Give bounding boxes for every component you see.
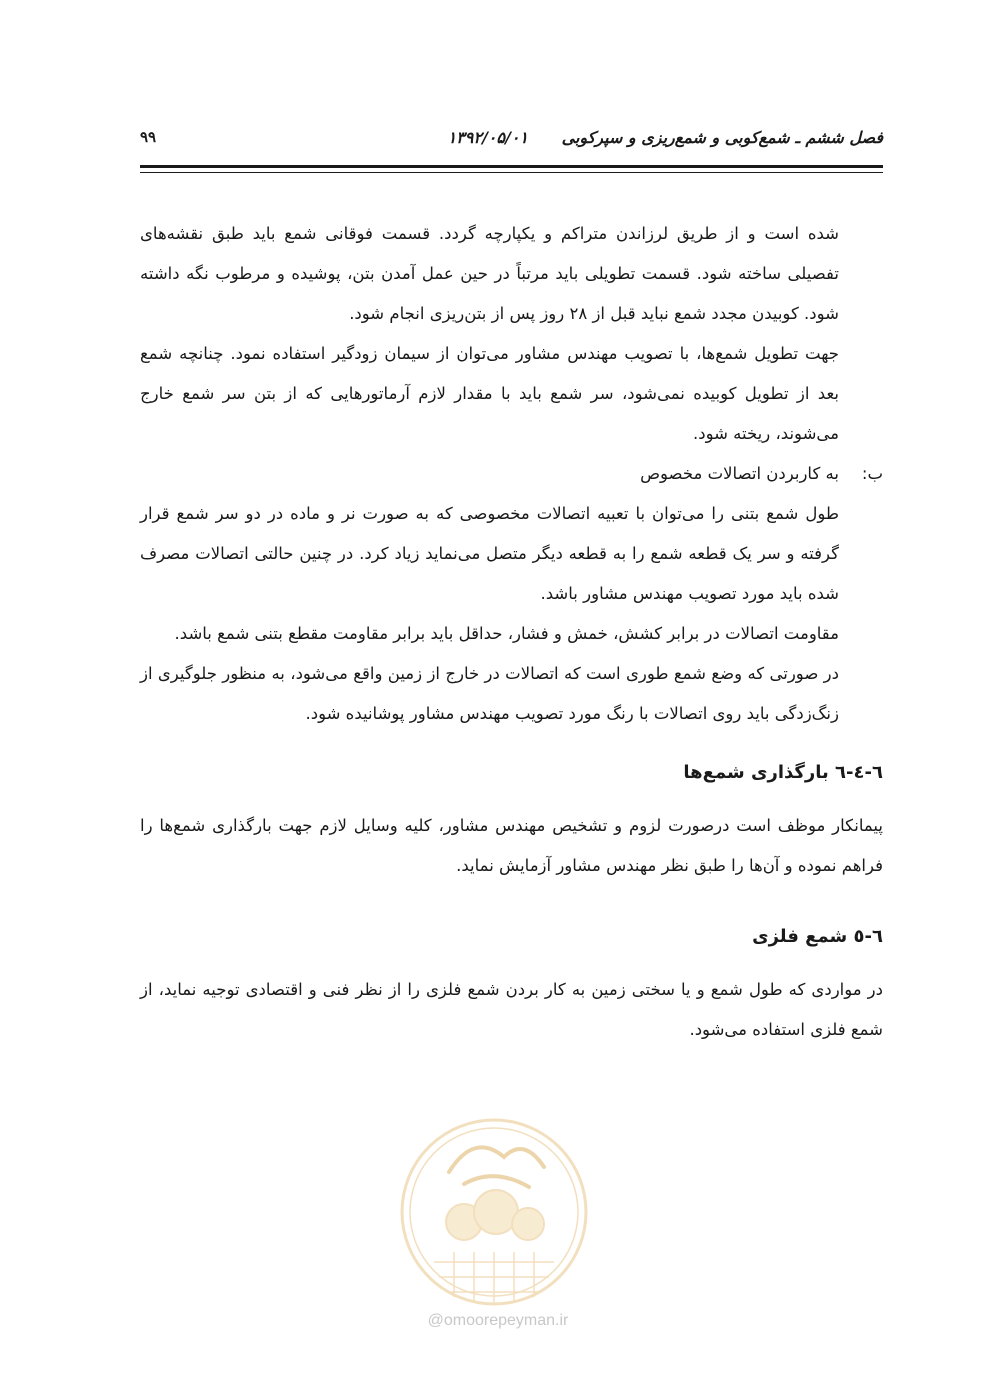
paragraph: در صورتی که وضع شمع طوری است که اتصالات در خارج از زمین واقع می‌شود، به منظور جلوگیری از زنگ‌زدگی باید روی اتصالات با رنگ مورد تصویب مهندس مشاور پوشانیده شود. xyxy=(140,664,839,723)
list-item-b xyxy=(140,454,883,494)
page-number: ۹۹ xyxy=(140,128,157,146)
watermark-url: @omoorepeyman.ir xyxy=(427,1312,569,1329)
section-heading: ٦-٥ شمع فلزی xyxy=(752,926,883,947)
paragraph: جهت تطویل شمع‌ها، با تصویب مهندس مشاور می‌توان از سیمان زودگیر استفاده نمود. چنانچه شمع بعد از تطویل کوبیده نمی‌شود، سر شمع باید با مقدار لازم آرماتورهایی که از بتن سر شمع خارج می‌شوند، ریخته شود. xyxy=(140,344,839,443)
watermark-logo xyxy=(394,1112,594,1322)
paragraph: مقاومت اتصالات در برابر کشش، خمش و فشار، حداقل باید برابر مقاومت مقطع بتنی شمع باشد. xyxy=(174,624,839,643)
chapter-title: فصل ششم ـ شمع‌کوبی و شمع‌ریزی و سپرکوبی xyxy=(561,128,883,147)
page-header xyxy=(140,128,883,158)
header-rule-thin xyxy=(140,172,883,173)
section-heading: ٦-٤-٦ بارگذاری شمع‌ها xyxy=(683,762,883,783)
header-date: ۱۳۹۲/۰۵/۰۱ xyxy=(447,128,528,147)
list-marker: ب: xyxy=(861,464,883,483)
paragraph: شده است و از طریق لرزاندن متراکم و یکپارچه گردد. قسمت فوقانی شمع باید طبق نقشه‌های تفصیلی ساخته شود. قسمت تطویلی باید مرتباً در حین عمل آمدن بتن، پوشیده و مرطوب نگه داشته شود. کوبیدن مجدد شمع نباید قبل از ۲۸ روز پس از بتن‌ریزی انجام شود. xyxy=(140,224,839,323)
header-rule-thick xyxy=(140,165,883,168)
paragraph: طول شمع بتنی را می‌توان با تعبیه اتصالات مخصوصی که به صورت نر و ماده در دو سر شمع قرار گرفته و سر یک قطعه شمع را به قطعه دیگر متصل می‌نماید زیاد کرد. در چنین حالتی اتصالات مصرف شده باید مورد تصویب مهندس مشاور باشد. xyxy=(140,504,839,603)
page-body xyxy=(140,214,883,1050)
paragraph: پیمانکار موظف است درصورت لزوم و تشخیص مهندس مشاور، کلیه وسایل لازم جهت بارگذاری شمع‌ها را فراهم نموده و آن‌ها را طبق نظر مهندس مشاور آزمایش نماید. xyxy=(140,816,883,875)
paragraph: در مواردی که طول شمع و یا سختی زمین به کار بردن شمع فلزی را از نظر فنی و اقتصادی توجیه نماید، از شمع فلزی استفاده می‌شود. xyxy=(140,980,883,1039)
list-item-label: به کاربردن اتصالات مخصوص xyxy=(640,464,839,483)
